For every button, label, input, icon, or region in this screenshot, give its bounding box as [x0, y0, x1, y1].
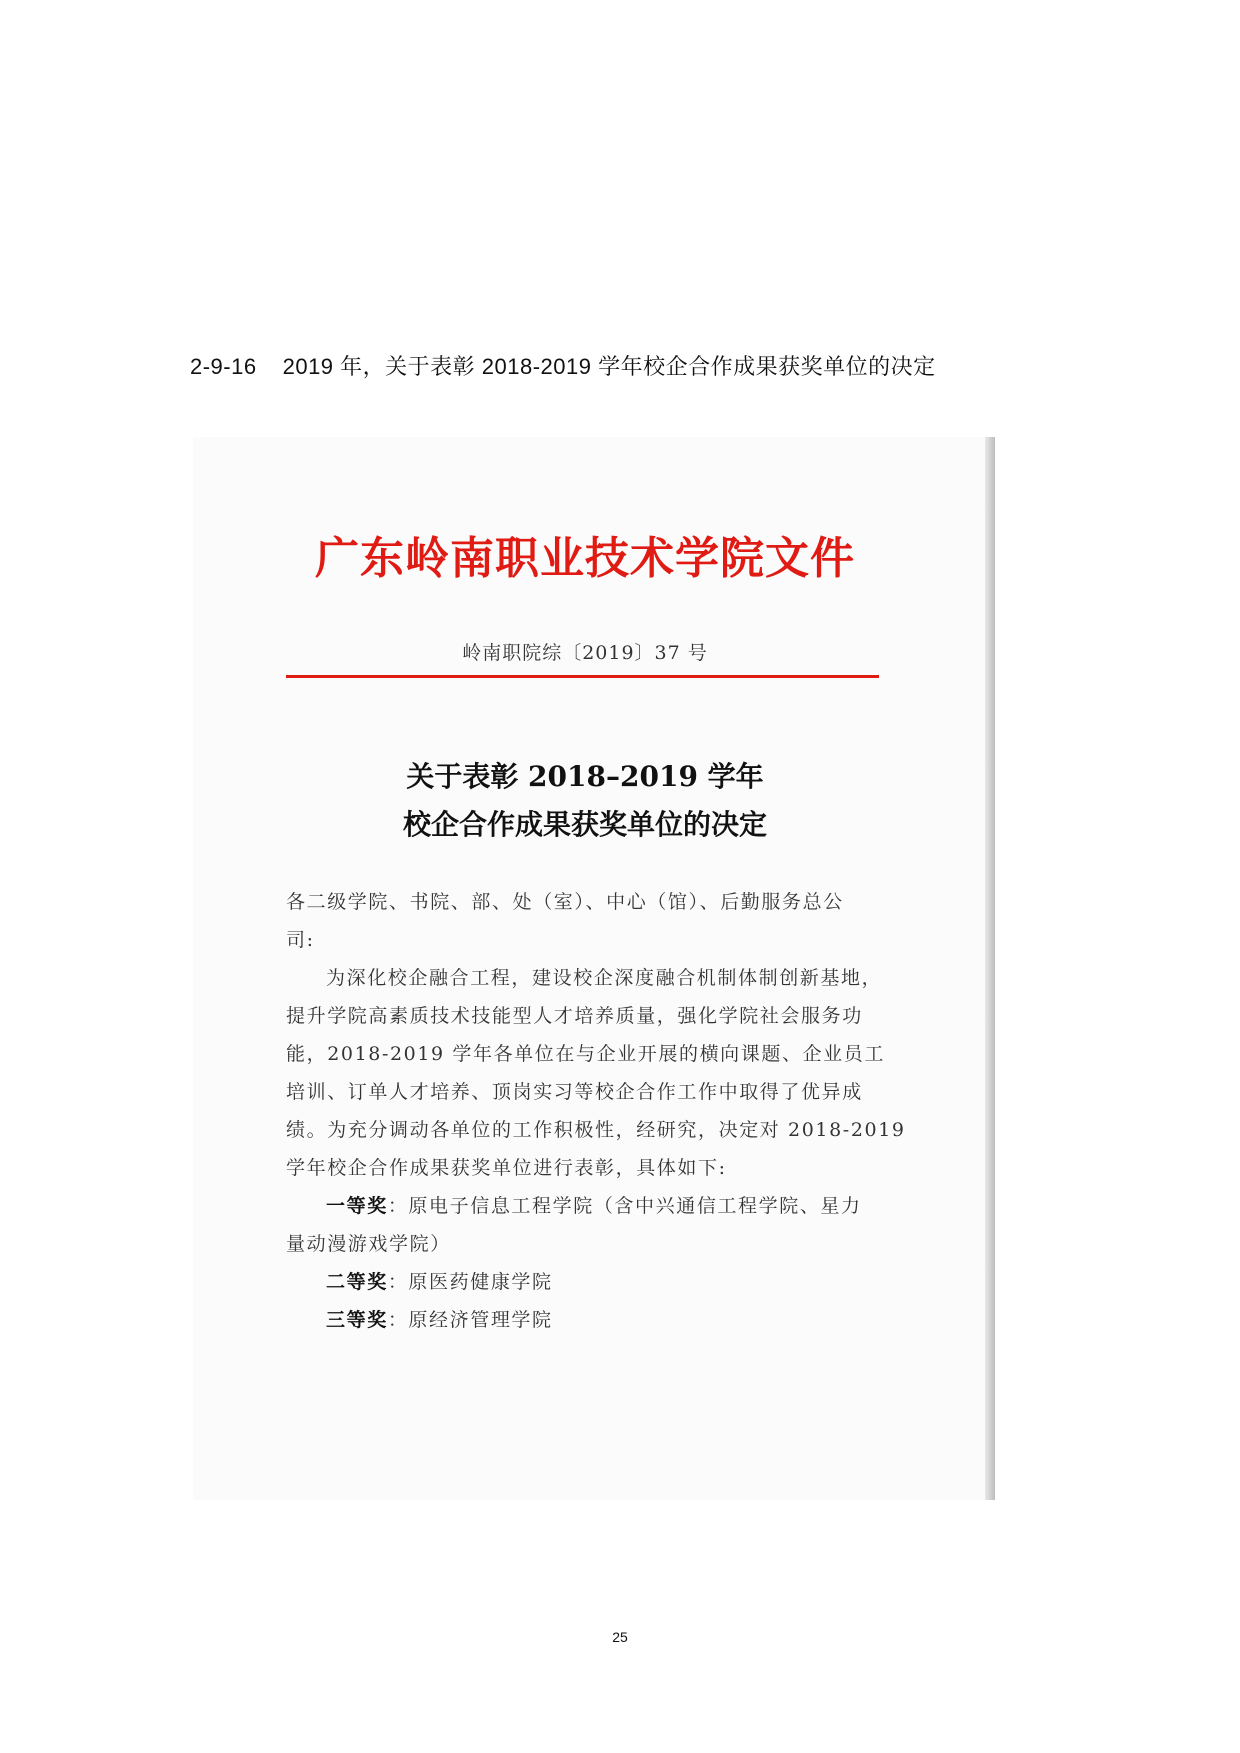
salutation-line: 各二级学院、书院、部、处（室）、中心（馆）、后勤服务总公 — [286, 891, 844, 913]
figure-caption — [190, 350, 936, 381]
paragraph-line: 绩。为充分调动各单位的工作积极性，经研究，决定对 2018-2019 — [286, 1119, 906, 1141]
scan-shadow-edge — [985, 437, 995, 1500]
document-title-line-2: 校企合作成果获奖单位的决定 — [402, 808, 767, 841]
third-prize-line — [286, 1301, 881, 1339]
third-prize-label: 三等奖 — [326, 1309, 388, 1331]
paragraph-line: 为深化校企融合工程，建设校企深度融合机制体制创新基地， — [326, 967, 883, 989]
document-header: 广东岭南职业技术学院文件 — [315, 533, 855, 584]
caption-number: 2-9-16 — [190, 354, 257, 379]
second-prize-line — [286, 1263, 881, 1301]
paragraph-line: 培训、订单人才培养、顶岗实习等校企合作工作中取得了优异成 — [286, 1081, 863, 1103]
first-prize-line-continued: 量动漫游戏学院） — [286, 1233, 451, 1255]
page-number: 25 — [612, 1629, 628, 1645]
red-divider — [286, 675, 879, 678]
second-prize-label: 二等奖 — [326, 1271, 388, 1293]
document-number: 岭南职院综〔2019〕37 号 — [462, 642, 708, 664]
document-title-line-1: 关于表彰 2018–2019 学年 — [406, 760, 764, 793]
first-prize-label: 一等奖 — [326, 1195, 388, 1217]
first-prize-line — [286, 1187, 881, 1225]
third-prize-text: ：原经济管理学院 — [387, 1309, 553, 1331]
document-body — [286, 883, 906, 1339]
paragraph-line: 能，2018-2019 学年各单位在与企业开展的横向课题、企业员工 — [286, 1043, 885, 1065]
caption-text: 2019 年，关于表彰 2018-2019 学年校企合作成果获奖单位的决定 — [282, 354, 936, 379]
paragraph-line: 学年校企合作成果获奖单位进行表彰，具体如下: — [286, 1157, 727, 1179]
first-prize-text: ：原电子信息工程学院（含中兴通信工程学院、星力 — [387, 1195, 862, 1217]
paragraph-line: 提升学院高素质技术技能型人才培养质量，强化学院社会服务功 — [286, 1005, 863, 1027]
salutation-line: 司: — [286, 929, 315, 951]
second-prize-text: ：原医药健康学院 — [387, 1271, 553, 1293]
